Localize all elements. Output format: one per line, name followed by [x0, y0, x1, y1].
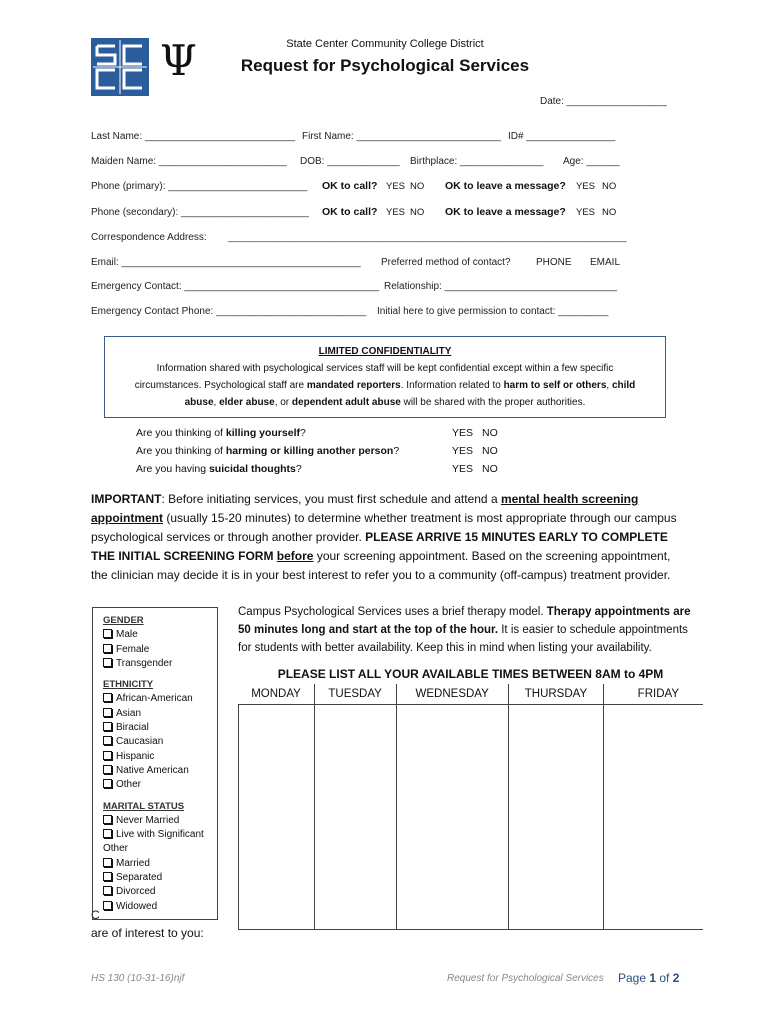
- q2-no-option[interactable]: NO: [482, 445, 498, 457]
- day-friday: FRIDAY: [604, 684, 703, 705]
- id-field[interactable]: ID# ________________: [508, 131, 616, 142]
- confidentiality-box: [104, 336, 666, 418]
- ok-call-yes-option-2[interactable]: YES: [386, 207, 406, 218]
- checkbox-icon: [103, 829, 112, 838]
- ok-message-no-option-2[interactable]: NO: [602, 207, 617, 218]
- ethnicity-caucasian-checkbox[interactable]: Caucasian: [103, 735, 217, 749]
- date-field[interactable]: Date: __________________: [540, 96, 667, 107]
- day-wednesday: WEDNESDAY: [396, 684, 508, 705]
- checkbox-icon: [103, 751, 112, 760]
- emergency-contact-field[interactable]: Emergency Contact: ___________________________________: [91, 281, 380, 292]
- ok-message-no-option[interactable]: NO: [602, 181, 617, 192]
- checkbox-icon: [103, 765, 112, 774]
- phone-primary-field[interactable]: Phone (primary): _________________________: [91, 181, 308, 192]
- confidentiality-line-3: abuse, elder abuse, or dependent adult abuse will be shared with the proper authorities.: [184, 397, 586, 408]
- district-name: State Center Community College District: [286, 38, 484, 50]
- availability-friday-cell[interactable]: [604, 705, 703, 930]
- ok-to-message-label-2: OK to leave a message?: [445, 206, 566, 218]
- ok-to-message-label: OK to leave a message?: [445, 180, 566, 192]
- ok-to-call-label-2: OK to call?: [322, 206, 378, 218]
- ethnicity-hispanic-checkbox[interactable]: Hispanic: [103, 750, 217, 764]
- checkbox-icon: [103, 901, 112, 910]
- marital-significant-other-wrap: Other: [103, 843, 129, 855]
- availability-wednesday-cell[interactable]: [396, 705, 508, 930]
- marital-widowed-checkbox[interactable]: Widowed: [103, 900, 217, 914]
- form-code: HS 130 (10-31-16)njf: [91, 973, 185, 984]
- birthplace-field[interactable]: Birthplace: _______________: [410, 156, 544, 167]
- availability-tuesday-cell[interactable]: [314, 705, 396, 930]
- phone-secondary-field[interactable]: Phone (secondary): _______________________: [91, 207, 309, 218]
- availability-title: PLEASE LIST ALL YOUR AVAILABLE TIMES BETWEEN 8AM to 4PM: [277, 667, 664, 681]
- checkbox-icon: [103, 779, 112, 788]
- page-number: Page 1 of 2: [618, 971, 680, 985]
- preferred-contact-label: Preferred method of contact?: [381, 257, 511, 268]
- checkbox-icon: [103, 858, 112, 867]
- checkbox-icon: [103, 629, 112, 638]
- relationship-field[interactable]: Relationship: _______________________________: [384, 281, 617, 292]
- preferred-email-option[interactable]: EMAIL: [590, 257, 621, 268]
- correspondence-label: Correspondence Address:: [91, 232, 207, 243]
- ethnicity-asian-checkbox[interactable]: Asian: [103, 707, 217, 721]
- ok-call-no-option[interactable]: NO: [410, 181, 425, 192]
- preferred-phone-option[interactable]: PHONE: [536, 257, 572, 268]
- q3-no-option[interactable]: NO: [482, 463, 498, 475]
- hidden-text-fragment: C: [91, 908, 100, 922]
- day-thursday: THURSDAY: [508, 684, 604, 705]
- maiden-name-field[interactable]: Maiden Name: _______________________: [91, 156, 287, 167]
- psi-symbol: Ψ: [160, 36, 197, 85]
- gender-male-checkbox[interactable]: Male: [103, 628, 217, 642]
- ok-message-yes-option[interactable]: YES: [576, 181, 596, 192]
- confidentiality-title: LIMITED CONFIDENTIALITY: [318, 346, 452, 357]
- question-harming-others: Are you thinking of harming or killing another person?: [136, 445, 400, 457]
- form-title: Request for Psychological Services: [240, 56, 530, 75]
- checkbox-icon: [103, 708, 112, 717]
- q1-yes-option[interactable]: YES: [452, 427, 474, 439]
- ok-message-yes-option-2[interactable]: YES: [576, 207, 596, 218]
- checkbox-icon: [103, 722, 112, 731]
- checkbox-icon: [103, 693, 112, 702]
- gender-transgender-checkbox[interactable]: Transgender: [103, 657, 217, 671]
- therapy-info: Campus Psychological Services uses a brief therapy model. Therapy appointments are 50 minutes long and start at the top of the hour. It is easier to schedule appointments for students with better availability. Keep this in mind when listing your availability.: [238, 606, 691, 654]
- availability-monday-cell[interactable]: [239, 705, 315, 930]
- age-field[interactable]: Age: ______: [563, 156, 620, 167]
- marital-separated-checkbox[interactable]: Separated: [103, 871, 217, 885]
- interest-text: are of interest to you:: [91, 926, 204, 940]
- checkbox-icon: [103, 872, 112, 881]
- day-tuesday: TUESDAY: [314, 684, 396, 705]
- ethnicity-heading: ETHNICITY: [103, 679, 154, 691]
- emergency-phone-field[interactable]: Emergency Contact Phone: ___________________________: [91, 306, 367, 317]
- ok-call-yes-option[interactable]: YES: [386, 181, 406, 192]
- gender-female-checkbox[interactable]: Female: [103, 643, 217, 657]
- email-field[interactable]: Email: ___________________________________________: [91, 257, 361, 268]
- marital-divorced-checkbox[interactable]: Divorced: [103, 885, 217, 899]
- availability-thursday-cell[interactable]: [508, 705, 604, 930]
- q1-no-option[interactable]: NO: [482, 427, 498, 439]
- dob-field[interactable]: DOB: _____________: [300, 156, 400, 167]
- checkbox-icon: [103, 658, 112, 667]
- q3-yes-option[interactable]: YES: [452, 463, 474, 475]
- demographics-box: [92, 607, 218, 920]
- last-name-field[interactable]: Last Name: ___________________________: [91, 131, 296, 142]
- ethnicity-biracial-checkbox[interactable]: Biracial: [103, 721, 217, 735]
- confidentiality-line-2: circumstances. Psychological staff are mandated reporters. Information related to harm to self or others, child: [134, 380, 636, 391]
- marital-heading: MARITAL STATUS: [103, 800, 185, 812]
- footer-doc-title: Request for Psychological Services: [447, 973, 604, 984]
- ethnicity-other-checkbox[interactable]: Other: [103, 778, 217, 792]
- initial-permission-field[interactable]: Initial here to give permission to contact: _________: [377, 306, 609, 317]
- correspondence-address-field[interactable]: ______________________________________________________________________________: [228, 232, 627, 242]
- availability-table: [238, 684, 703, 930]
- marital-never-married-checkbox[interactable]: Never Married: [103, 814, 217, 828]
- checkbox-icon: [103, 886, 112, 895]
- marital-significant-other-checkbox[interactable]: Live with Significant: [103, 828, 217, 842]
- confidentiality-line-1: Information shared with psychological services staff will be kept confidential except within a few specific: [156, 363, 614, 374]
- checkbox-icon: [103, 736, 112, 745]
- question-killing-yourself: Are you thinking of killing yourself?: [136, 427, 306, 439]
- gender-heading: GENDER: [103, 615, 144, 626]
- ok-call-no-option-2[interactable]: NO: [410, 207, 425, 218]
- day-monday: MONDAY: [239, 684, 315, 705]
- important-notice: IMPORTANT: Before initiating services, you must first schedule and attend a mental health screening appointment (usually 15-20 minutes) to determine whether treatment is most appropriate through our campus psychological services or through another provider. PLEASE ARRIVE 15 MINUTES EARLY TO COMPLETE THE INITIAL SCREENING FORM before your screening appointment. Based on the screening appointment, the clinician may decide it is in your best interest to refer you to a community (off-campus) treatment provider.: [91, 492, 677, 582]
- marital-married-checkbox[interactable]: Married: [103, 857, 217, 871]
- checkbox-icon: [103, 815, 112, 824]
- checkbox-icon: [103, 644, 112, 653]
- ethnicity-african-american-checkbox[interactable]: African-American: [103, 692, 217, 706]
- q2-yes-option[interactable]: YES: [452, 445, 474, 457]
- first-name-field[interactable]: First Name: __________________________: [302, 131, 502, 142]
- question-suicidal-thoughts: Are you having suicidal thoughts?: [136, 463, 302, 475]
- ok-to-call-label: OK to call?: [322, 180, 378, 192]
- ethnicity-native-american-checkbox[interactable]: Native American: [103, 764, 217, 778]
